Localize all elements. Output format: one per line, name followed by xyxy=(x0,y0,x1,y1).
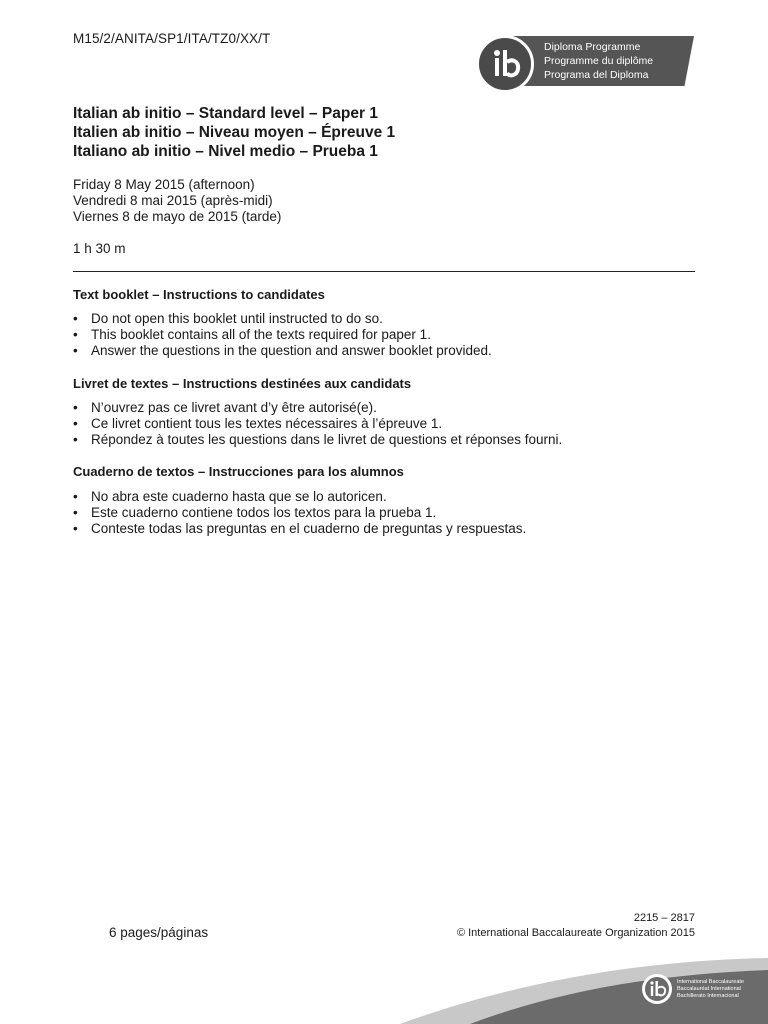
ib-footer-logo-icon xyxy=(642,974,672,1004)
list-item: • N’ouvrez pas ce livret avant d’y être autorisé(e). xyxy=(73,400,562,416)
list-item: • Este cuaderno contiene todos los textos para la prueba 1. xyxy=(73,505,526,521)
footer-logo-line-en: International Baccalaureate xyxy=(677,979,744,985)
paper-titles xyxy=(73,104,395,161)
logo-text xyxy=(544,40,653,82)
instructions-list-en xyxy=(73,311,492,359)
document-number: 2215 – 2817 xyxy=(633,912,695,924)
title-es: Italiano ab initio – Nivel medio – Prueba 1 xyxy=(73,143,378,160)
list-item: • Do not open this booklet until instructed to do so. xyxy=(73,311,492,327)
logo-line-fr: Programme du diplôme xyxy=(544,55,654,67)
logo-line-en: Diploma Programme xyxy=(544,41,641,53)
ib-diploma-logo xyxy=(476,35,696,93)
list-item: • Répondez à toutes les questions dans le livret de questions et réponses fourni. xyxy=(73,432,562,448)
list-item: • Answer the questions in the question and answer booklet provided. xyxy=(73,343,492,359)
footer-swoosh-graphic xyxy=(0,950,768,1024)
instructions-list-fr xyxy=(73,400,562,448)
section-heading-en: Text booklet – Instructions to candidates xyxy=(73,287,325,302)
divider xyxy=(73,271,695,272)
list-item: • Ce livret contient tous les textes nécessaires à l’épreuve 1. xyxy=(73,416,562,432)
page-count: 6 pages/páginas xyxy=(109,925,209,940)
list-item: • Conteste todas las preguntas en el cuaderno de preguntas y respuestas. xyxy=(73,521,526,537)
section-heading-fr: Livret de textes – Instructions destinées aux candidats xyxy=(73,376,412,391)
logo-line-es: Programa del Diploma xyxy=(544,69,649,81)
date-en: Friday 8 May 2015 (afternoon) xyxy=(73,177,255,192)
date-fr: Vendredi 8 mai 2015 (après-midi) xyxy=(73,193,273,208)
exam-code: M15/2/ANITA/SP1/ITA/TZ0/XX/T xyxy=(73,31,271,46)
list-item: • No abra este cuaderno hasta que se lo autoricen. xyxy=(73,489,526,505)
exam-dates xyxy=(73,177,281,225)
title-en: Italian ab initio – Standard level – Paper 1 xyxy=(73,105,378,122)
footer-logo-line-fr: Baccalauréat International xyxy=(677,986,741,992)
footer-logo-line-es: Bachillerato Internacional xyxy=(677,993,739,999)
ib-logo-icon xyxy=(476,35,534,93)
copyright-notice: © International Baccalaureate Organization 2015 xyxy=(456,927,695,939)
exam-duration: 1 h 30 m xyxy=(73,241,126,256)
section-heading-es: Cuaderno de textos – Instrucciones para los alumnos xyxy=(73,464,404,479)
instructions-list-es xyxy=(73,489,526,537)
title-fr: Italien ab initio – Niveau moyen – Épreuve 1 xyxy=(73,124,396,141)
list-item: • This booklet contains all of the texts required for paper 1. xyxy=(73,327,492,343)
date-es: Viernes 8 de mayo de 2015 (tarde) xyxy=(73,209,282,224)
